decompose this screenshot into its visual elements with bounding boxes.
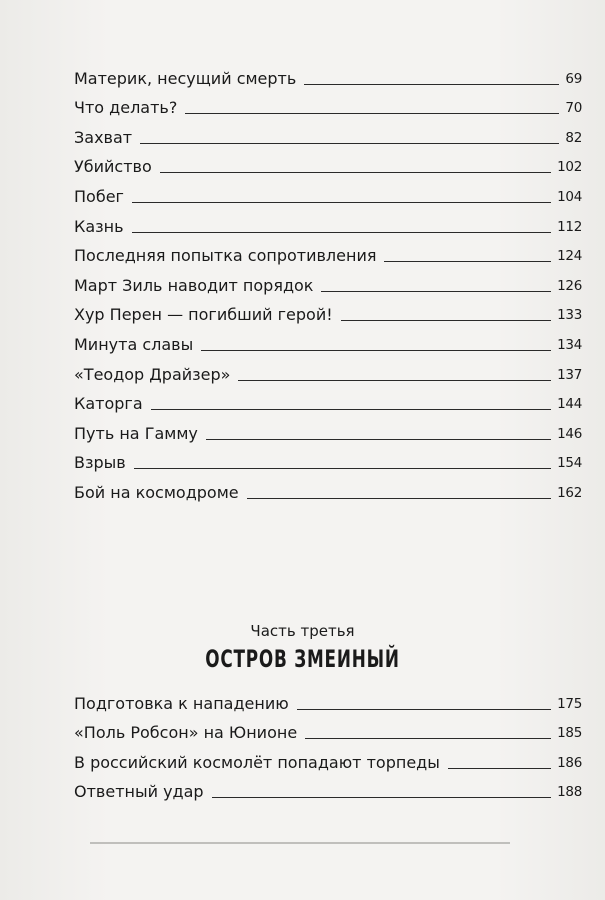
- leader-line: [238, 380, 551, 381]
- toc-entry-page: 82: [565, 129, 582, 146]
- toc-entry: [74, 58, 582, 88]
- toc-entry-title: Хур Перен — погибший герой!: [74, 305, 333, 325]
- toc-list-part-two: [74, 58, 582, 502]
- toc-entry-page: 112: [557, 218, 582, 235]
- toc-entry-page: 137: [557, 366, 582, 383]
- toc-entry-page: 185: [557, 725, 582, 742]
- toc-entry: [74, 147, 582, 177]
- leader-line: [341, 320, 551, 321]
- leader-line: [304, 84, 559, 85]
- leader-line: [297, 709, 551, 710]
- toc-entry: [74, 713, 582, 743]
- leader-line: [151, 409, 551, 410]
- toc-entry-page: 162: [557, 484, 582, 501]
- toc-entry: [74, 236, 582, 266]
- toc-entry-page: 70: [565, 100, 582, 117]
- toc-entry-title: Захват: [74, 127, 133, 147]
- leader-line: [134, 468, 551, 469]
- toc-entry-title: Материк, несущий смерть: [74, 68, 297, 88]
- toc-entry: [74, 88, 582, 118]
- toc-entry-title: Минута славы: [74, 334, 194, 354]
- leader-line: [321, 291, 551, 292]
- toc-entry-page: 124: [557, 248, 582, 265]
- toc-entry-title: Каторга: [74, 394, 143, 414]
- toc-entry-page: 104: [557, 188, 582, 205]
- toc-entry-page: 154: [557, 455, 582, 472]
- toc-entry: [74, 443, 582, 473]
- leader-line: [305, 738, 551, 739]
- toc-entry-title: «Поль Робсон» на Юнионе: [74, 723, 298, 743]
- leader-line: [185, 113, 559, 114]
- toc-entry: [74, 265, 582, 295]
- toc-entry: [74, 324, 582, 354]
- leader-line: [247, 498, 551, 499]
- leader-line: [140, 143, 559, 144]
- toc-entry-page: 134: [557, 336, 582, 353]
- toc-list-part-three: [74, 683, 582, 801]
- toc-entry-page: 188: [557, 784, 582, 801]
- leader-line: [201, 350, 551, 351]
- toc-entry-page: 126: [557, 277, 582, 294]
- toc-entry-title: «Теодор Драйзер»: [74, 364, 231, 384]
- toc-entry: [74, 206, 582, 236]
- leader-line: [212, 797, 552, 798]
- toc-entry: [74, 176, 582, 206]
- toc-entry: [74, 354, 582, 384]
- toc-entry-page: 146: [557, 425, 582, 442]
- toc-entry-title: Взрыв: [74, 453, 126, 473]
- leader-line: [132, 202, 551, 203]
- toc-entry-title: Убийство: [74, 157, 152, 177]
- toc-entry-title: Подготовка к нападению: [74, 693, 289, 713]
- toc-entry: [74, 683, 582, 713]
- leader-line: [206, 439, 551, 440]
- toc-entry-page: 175: [557, 695, 582, 712]
- toc-entry-title: Что делать?: [74, 98, 178, 118]
- toc-entry-page: 186: [557, 754, 582, 771]
- toc-entry-title: Путь на Гамму: [74, 423, 198, 443]
- toc-entry: [74, 117, 582, 147]
- toc-entry-page: 102: [557, 159, 582, 176]
- toc-entry-page: 144: [557, 396, 582, 413]
- toc-entry: [74, 472, 582, 502]
- toc-entry: [74, 413, 582, 443]
- toc-entry-title: Бой на космодроме: [74, 482, 239, 502]
- toc-entry-title: Март Зиль наводит порядок: [74, 275, 314, 295]
- part-label: Часть третья: [250, 622, 355, 640]
- bottom-divider: [90, 842, 510, 844]
- toc-entry: [74, 384, 582, 414]
- toc-entry: [74, 742, 582, 772]
- toc-entry-title: Побег: [74, 186, 124, 206]
- part-title: ОСТРОВ ЗМЕИНЫЙ: [205, 645, 400, 673]
- toc-entry: [74, 772, 582, 802]
- toc-entry-page: 133: [557, 307, 582, 324]
- toc-entry-title: Ответный удар: [74, 782, 204, 802]
- leader-line: [384, 261, 551, 262]
- toc-entry: [74, 295, 582, 325]
- leader-line: [160, 172, 551, 173]
- leader-line: [448, 768, 551, 769]
- toc-entry-title: В российский космолёт попадают торпеды: [74, 752, 440, 772]
- toc-entry-title: Казнь: [74, 216, 124, 236]
- leader-line: [132, 232, 552, 233]
- toc-entry-title: Последняя попытка сопротивления: [74, 246, 377, 266]
- toc-entry-page: 69: [565, 70, 582, 87]
